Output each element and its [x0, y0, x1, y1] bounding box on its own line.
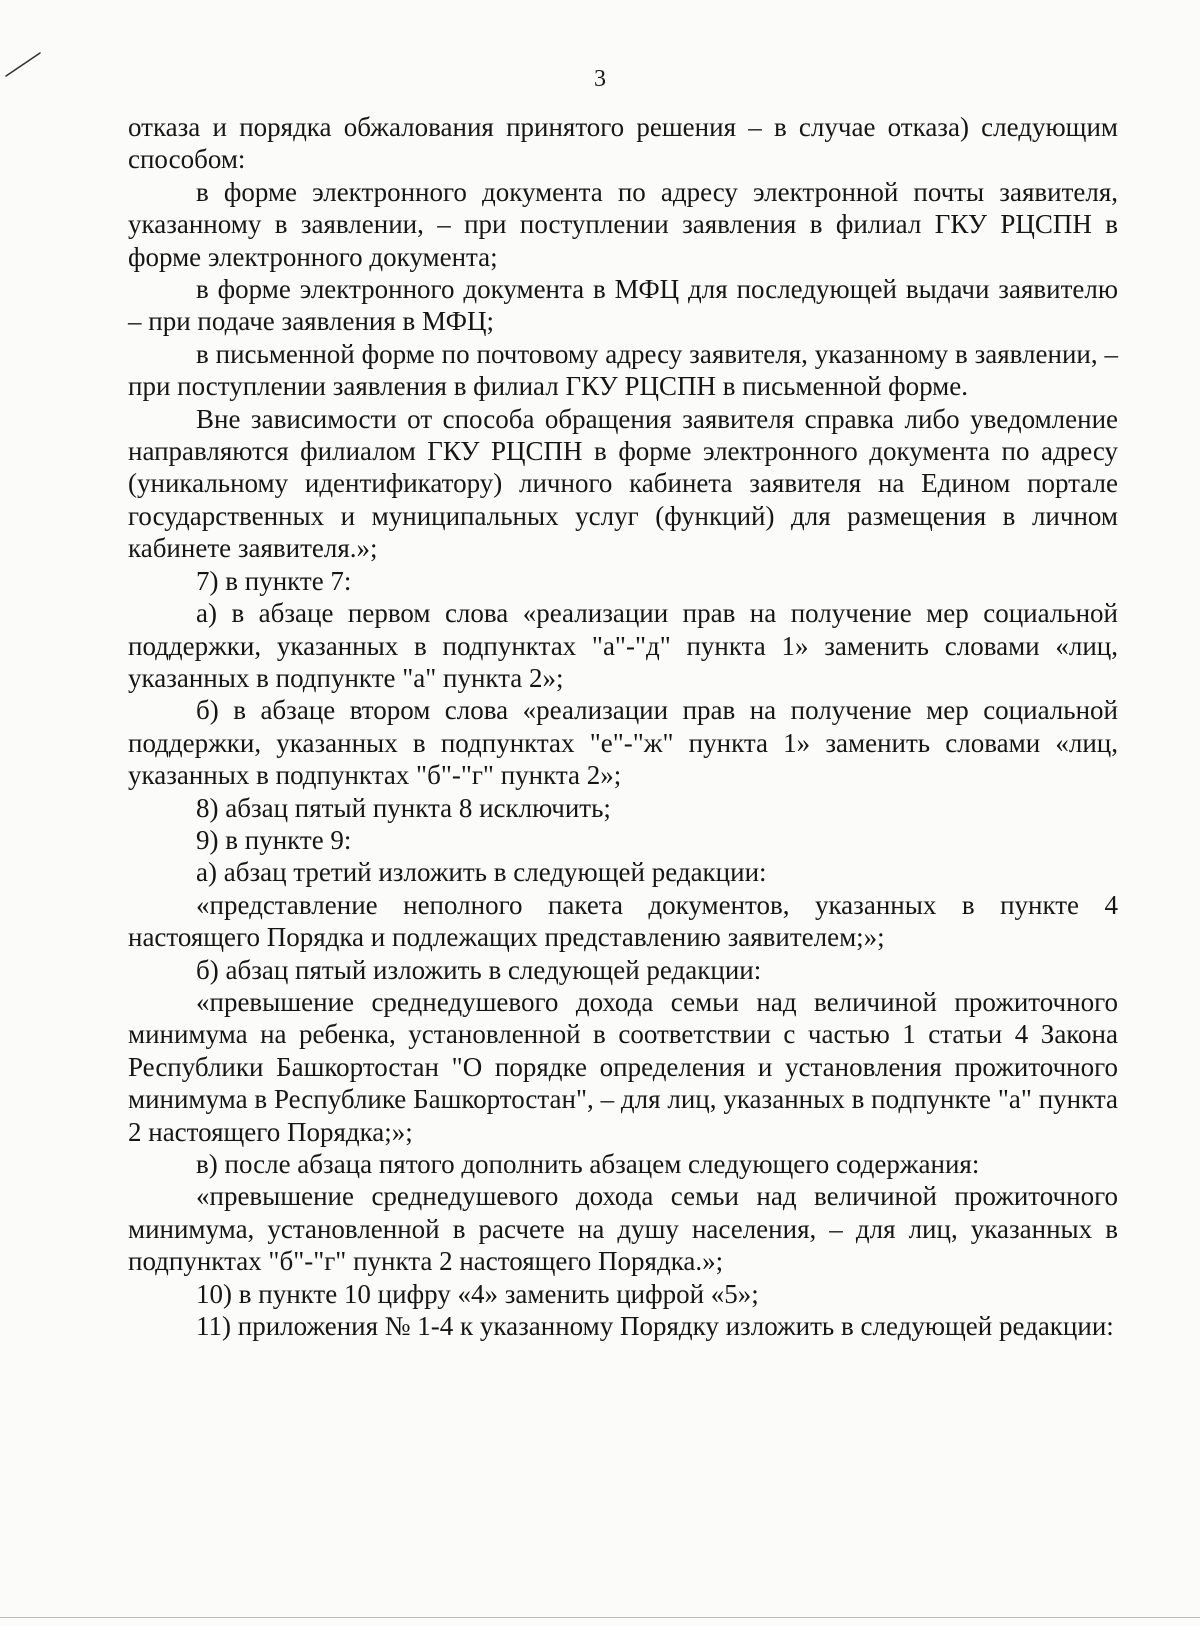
paragraph-16: «превышение среднедушевого дохода семьи над величиной прожиточного минимума, установленной в расчете на душу населения, – для лиц, указанных в подпунктах "б"-"г" пункта 2 настоящего Порядка.»; — [128, 1181, 1118, 1277]
paragraph-7: а) в абзаце первом слова «реализации прав на получение мер социальной поддержки, указанных в подпунктах "а"-"д" пункта 1» заменить словами «лиц, указанных в подпункте "а" пункта 2»; — [128, 598, 1118, 693]
paragraph-10: 9) в пункте 9: — [196, 824, 352, 855]
paragraph-13: б) абзац пятый изложить в следующей редакции: — [196, 954, 762, 985]
paragraph-8: б) в абзаце втором слова «реализации прав на получение мер социальной поддержки, указанных в подпунктах "е"-"ж" пункта 1» заменить словами «лиц, указанных в подпунктах "б"-"г" пункта 2»; — [128, 695, 1118, 791]
paragraph-14: «превышение среднедушевого дохода семьи над величиной прожиточного минимума на ребенка, установленной в соответствии с частью 1 статьи 4 Закона Республики Башкортостан "О порядке определения и установления прожиточного минимума в Республике Башкортостан", – для лиц, указанных в подпункте "а" пункта 2 настоящего Порядка;»; — [128, 986, 1118, 1147]
paragraph-1: отказа и порядка обжалования принятого решения – в случае отказа) следующим способом: — [128, 112, 1118, 175]
paragraph-17: 10) в пункте 10 цифру «4» заменить цифрой «5»; — [196, 1278, 759, 1309]
paragraph-2: в форме электронного документа по адресу электронной почты заявителя, указанному в заявлении, – при поступлении заявления в филиал ГКУ РЦСПН в форме электронного документа; — [128, 176, 1118, 272]
document-body — [128, 111, 1118, 1342]
paragraph-5: Вне зависимости от способа обращения заявителя справка либо уведомление направляются филиалом ГКУ РЦСПН в форме электронного документа по адресу (уникальному идентификатору) личного кабинета заявителя на Едином портале государственных и муниципальных услуг (функций) для размещения в личном кабинете заявителя.»; — [128, 403, 1118, 564]
paragraph-6: 7) в пункте 7: — [196, 565, 352, 596]
paragraph-12: «представление неполного пакета документов, указанных в пункте 4 настоящего Порядка и подлежащих представлению заявителем;»; — [128, 889, 1118, 953]
paragraph-11: а) абзац третий изложить в следующей редакции: — [196, 857, 767, 888]
paragraph-9: 8) абзац пятый пункта 8 исключить; — [196, 792, 611, 823]
paragraph-4: в письменной форме по почтовому адресу заявителя, указанному в заявлении, – при поступлении заявления в филиал ГКУ РЦСПН в письменной форме. — [128, 338, 1118, 402]
paragraph-3: в форме электронного документа в МФЦ для последующей выдачи заявителю – при подаче заявления в МФЦ; — [128, 274, 1118, 337]
paragraph-18: 11) приложения № 1-4 к указанному Порядку изложить в следующей редакции: — [196, 1311, 1114, 1342]
page-number: 3 — [594, 66, 606, 92]
paragraph-15: в) после абзаца пятого дополнить абзацем следующего содержания: — [196, 1149, 980, 1179]
scan-edge-line — [0, 1617, 1200, 1618]
